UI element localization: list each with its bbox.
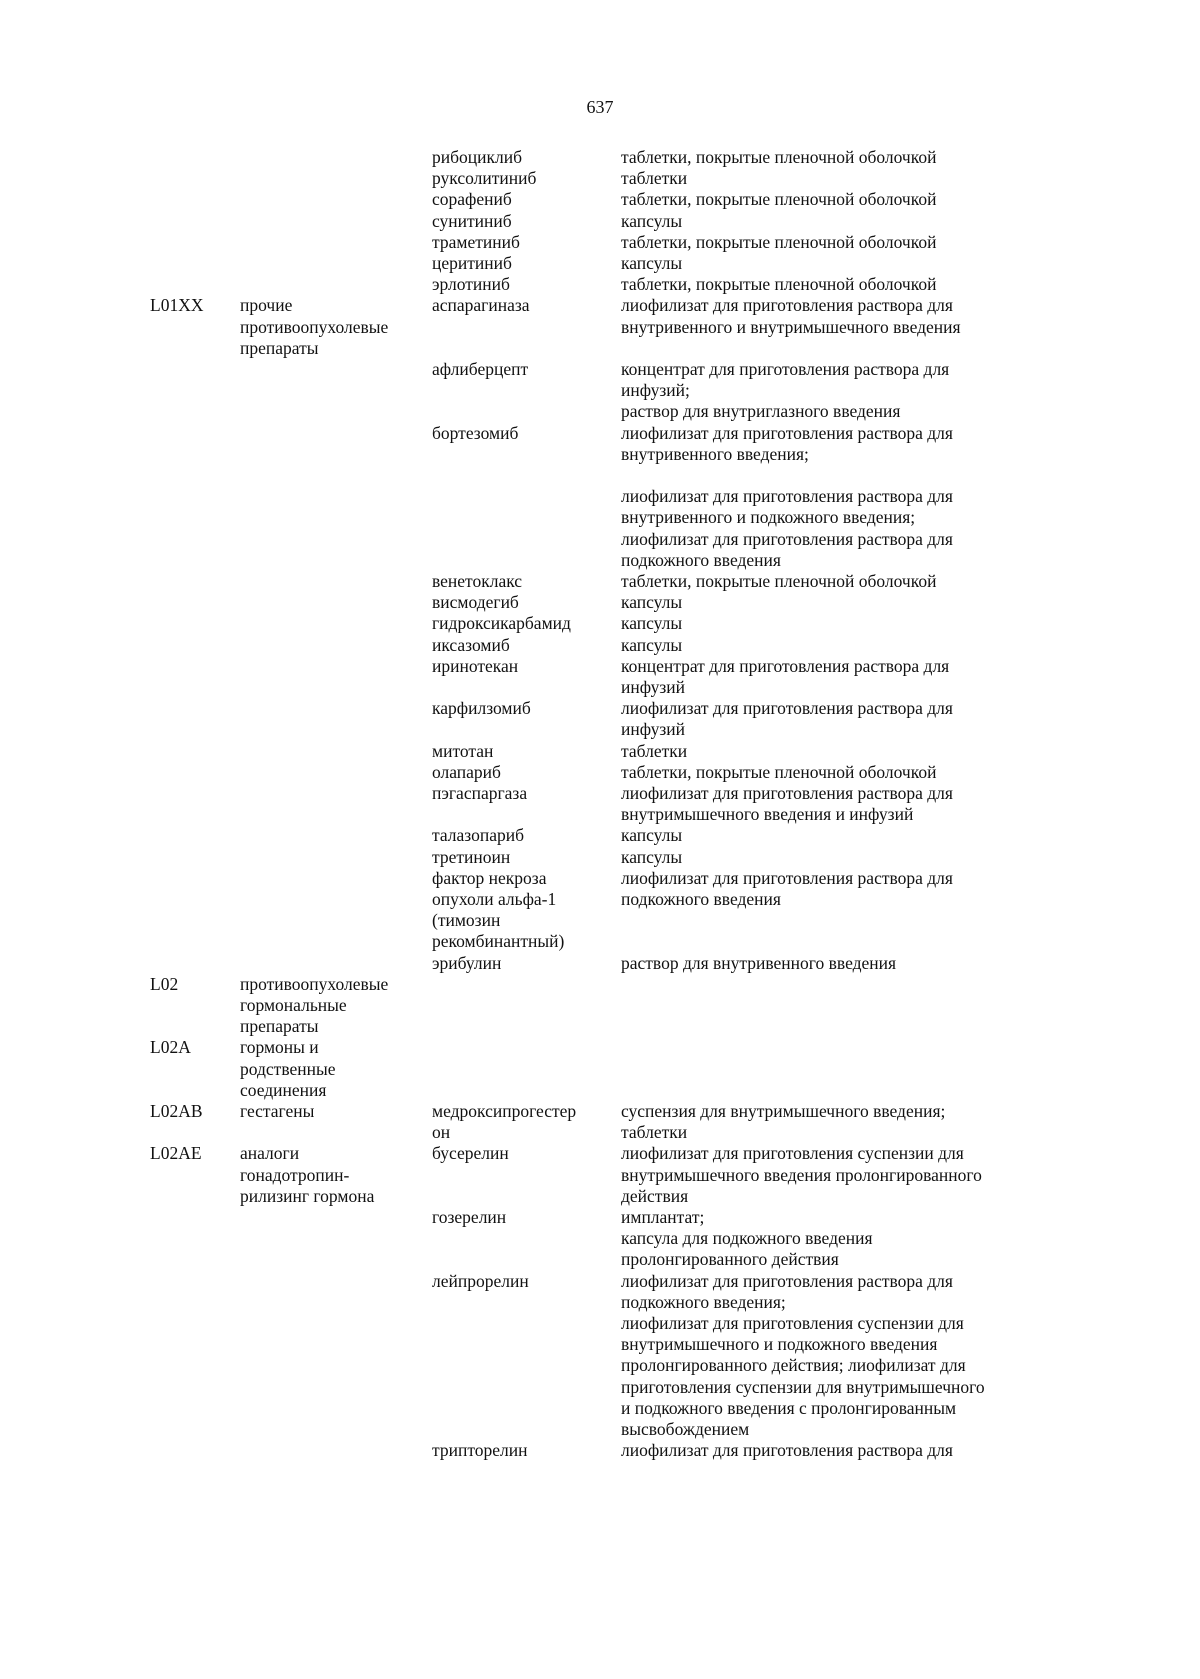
group-name: препараты: [240, 1016, 319, 1037]
dosage-form: капсулы: [621, 613, 683, 634]
drug-name: афлиберцепт: [432, 359, 529, 379]
dosage-form: капсулы: [621, 634, 683, 655]
drug-name: олапариб: [432, 761, 501, 782]
group-name: препараты: [240, 337, 319, 358]
drug-name: карфилзомиб: [432, 698, 531, 719]
dosage-form: концентрат для приготовления раствора для: [621, 655, 950, 676]
drug-name: эрибулин: [432, 952, 502, 973]
group-name: гормональные: [240, 995, 347, 1015]
group-name: прочие: [240, 295, 293, 316]
dosage-form: подкожного введения: [621, 549, 781, 570]
dosage-form: лиофилизат для приготовления суспензии для: [621, 1313, 964, 1333]
drug-name: висмодегиб: [432, 592, 519, 613]
dosage-form: внутривенного введения;: [621, 443, 809, 464]
dosage-form: капсулы: [621, 592, 683, 613]
dosage-form: капсулы: [621, 825, 683, 846]
dosage-form: концентрат для приготовления раствора для: [621, 359, 950, 379]
dosage-form: суспензия для внутримышечного введения;: [621, 1101, 946, 1121]
dosage-form: капсула для подкожного введения: [621, 1228, 873, 1249]
drug-name: сунитиниб: [432, 210, 512, 231]
dosage-form: внутривенного и подкожного введения;: [621, 507, 916, 528]
dosage-form: высвобождением: [621, 1419, 750, 1439]
drug-name: бусерелин: [432, 1143, 509, 1164]
drug-name: траметиниб: [432, 231, 520, 252]
dosage-form: капсулы: [621, 846, 683, 867]
dosage-form: таблетки, покрытые пленочной оболочкой: [621, 189, 937, 210]
drug-name: аспарагиназа: [432, 295, 530, 316]
drug-name: венетоклакс: [432, 571, 523, 591]
drug-name: иксазомиб: [432, 634, 510, 655]
dosage-form: лиофилизат для приготовления раствора для: [621, 295, 953, 316]
dosage-form: таблетки: [621, 1122, 688, 1143]
dosage-form: таблетки: [621, 740, 688, 761]
dosage-form: лиофилизат для приготовления раствора для: [621, 1270, 953, 1291]
drug-name: церитиниб: [432, 253, 512, 273]
drug-name: фактор некроза: [432, 867, 547, 888]
group-name: гестагены: [240, 1101, 315, 1121]
dosage-form: раствор для внутриглазного введения: [621, 401, 901, 422]
dosage-form: пролонгированного действия; лиофилизат для: [621, 1355, 966, 1376]
dosage-form: лиофилизат для приготовления раствора для: [621, 698, 953, 719]
dosage-form: и подкожного введения с пролонгированным: [621, 1397, 957, 1418]
dosage-form: таблетки, покрытые пленочной оболочкой: [621, 231, 937, 252]
dosage-form: пролонгированного действия: [621, 1249, 839, 1270]
drug-name: опухоли альфа-1: [432, 889, 557, 909]
dosage-form: лиофилизат для приготовления раствора для: [621, 867, 953, 888]
dosage-form: таблетки, покрытые пленочной оболочкой: [621, 761, 937, 782]
dosage-form: внутривенного и внутримышечного введения: [621, 316, 961, 337]
dosage-form: таблетки, покрытые пленочной оболочкой: [621, 147, 937, 167]
group-name: аналоги: [240, 1143, 300, 1164]
dosage-form: таблетки, покрытые пленочной оболочкой: [621, 571, 937, 591]
drug-name: гозерелин: [432, 1207, 507, 1227]
group-name: гормоны и: [240, 1037, 319, 1058]
dosage-form: капсулы: [621, 253, 683, 273]
dosage-form: внутримышечного введения и инфузий: [621, 804, 914, 825]
dosage-form: инфузий;: [621, 380, 690, 401]
drug-name: третиноин: [432, 846, 511, 867]
drug-name: пэгаспаргаза: [432, 783, 528, 803]
drug-name: лейпрорелин: [432, 1270, 529, 1291]
dosage-form: инфузий: [621, 677, 686, 697]
dosage-form: таблетки, покрытые пленочной оболочкой: [621, 274, 937, 295]
drug-name: бортезомиб: [432, 422, 519, 443]
dosage-form: лиофилизат для приготовления раствора для: [621, 486, 953, 507]
group-name: соединения: [240, 1079, 327, 1100]
drug-name: эрлотиниб: [432, 274, 510, 295]
group-name: противоопухолевые: [240, 973, 389, 994]
atc-code: L02A: [150, 1037, 191, 1058]
dosage-form: подкожного введения: [621, 889, 781, 909]
group-name: гонадотропин-: [240, 1164, 350, 1185]
dosage-form: лиофилизат для приготовления раствора для: [621, 1440, 953, 1461]
dosage-form: внутримышечного и подкожного введения: [621, 1334, 938, 1355]
dosage-form: инфузий: [621, 719, 686, 740]
drug-name: митотан: [432, 740, 494, 761]
drug-name: рекомбинантный): [432, 931, 565, 952]
drug-name: он: [432, 1122, 451, 1143]
drug-name: гидроксикарбамид: [432, 613, 571, 634]
atc-code: L02AE: [150, 1143, 202, 1164]
group-name: рилизинг гормона: [240, 1185, 375, 1206]
dosage-form: действия: [621, 1185, 689, 1206]
dosage-form: таблетки: [621, 168, 688, 189]
dosage-form: капсулы: [621, 210, 683, 231]
page-number: 637: [586, 97, 614, 117]
drug-name: (тимозин: [432, 910, 501, 931]
drug-name: сорафениб: [432, 189, 512, 210]
dosage-form: приготовления суспензии для внутримышечного: [621, 1376, 985, 1397]
atc-code: L02AB: [150, 1101, 203, 1121]
drug-name: рибоциклиб: [432, 147, 523, 167]
dosage-form: лиофилизат для приготовления раствора для: [621, 422, 953, 443]
atc-code: L02: [150, 973, 179, 994]
dosage-form: имплантат;: [621, 1207, 705, 1227]
drug-name: руксолитиниб: [432, 168, 537, 189]
dosage-form: лиофилизат для приготовления раствора для: [621, 783, 953, 803]
drug-name: талазопариб: [432, 825, 524, 846]
drug-name: трипторелин: [432, 1440, 528, 1461]
group-name: родственные: [240, 1058, 336, 1079]
dosage-form: лиофилизат для приготовления раствора для: [621, 528, 953, 549]
group-name: противоопухолевые: [240, 316, 389, 337]
drug-name: медроксипрогестер: [432, 1101, 577, 1121]
dosage-form: внутримышечного введения пролонгированного: [621, 1164, 982, 1185]
dosage-form: подкожного введения;: [621, 1291, 786, 1312]
atc-code: L01XX: [150, 295, 204, 316]
drug-name: иринотекан: [432, 655, 519, 676]
dosage-form: раствор для внутривенного введения: [621, 952, 897, 973]
dosage-form: лиофилизат для приготовления суспензии для: [621, 1143, 964, 1164]
